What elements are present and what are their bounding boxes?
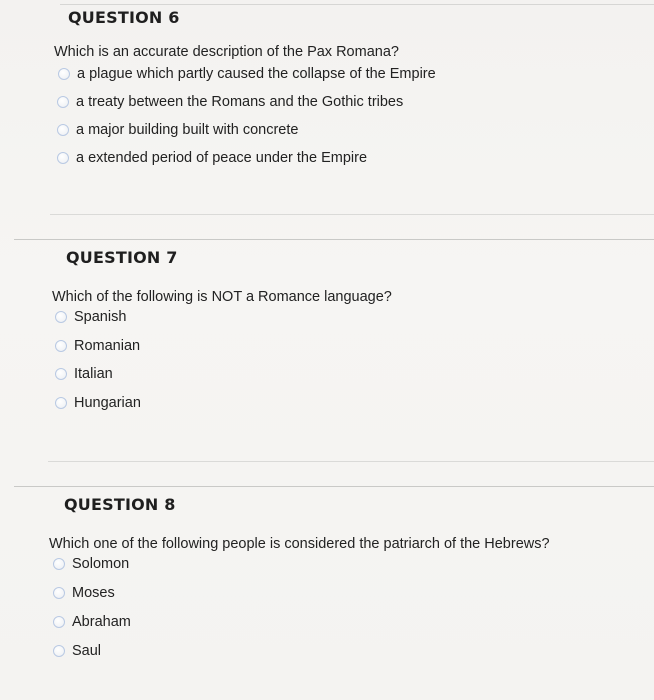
radio-button[interactable] <box>55 340 67 352</box>
question-title: QUESTION 8 <box>64 495 176 514</box>
option-label: Abraham <box>72 614 131 630</box>
option-label: Hungarian <box>74 395 141 411</box>
answer-option[interactable] <box>57 147 367 169</box>
radio-button[interactable] <box>57 124 69 136</box>
radio-button[interactable] <box>55 311 67 323</box>
question-title: QUESTION 7 <box>66 248 178 267</box>
option-label: Spanish <box>74 309 127 325</box>
radio-button[interactable] <box>58 68 70 80</box>
option-label: Romanian <box>74 338 141 354</box>
answer-option[interactable] <box>55 335 140 357</box>
answer-option[interactable] <box>53 640 101 662</box>
option-label: a plague which partly caused the collapse of the Empire <box>77 66 436 82</box>
answer-option[interactable] <box>55 392 141 414</box>
question-text: Which one of the following people is considered the patriarch of the Hebrews? <box>49 536 550 552</box>
divider <box>48 461 654 462</box>
answer-option[interactable] <box>58 63 436 85</box>
question-text: Which of the following is NOT a Romance language? <box>52 289 392 305</box>
answer-option[interactable] <box>53 582 115 604</box>
answer-option[interactable] <box>53 553 129 575</box>
answer-option[interactable] <box>55 306 126 328</box>
option-label: a treaty between the Romans and the Gothic tribes <box>76 94 404 110</box>
option-label: Saul <box>72 643 102 659</box>
divider <box>14 486 654 487</box>
top-divider <box>60 4 654 5</box>
radio-button[interactable] <box>53 558 65 570</box>
radio-button[interactable] <box>53 616 65 628</box>
answer-option[interactable] <box>55 363 113 385</box>
answer-option[interactable] <box>57 119 298 141</box>
radio-button[interactable] <box>53 645 65 657</box>
option-label: Solomon <box>72 556 130 572</box>
radio-button[interactable] <box>53 587 65 599</box>
answer-option[interactable] <box>57 91 403 113</box>
option-label: a extended period of peace under the Empire <box>76 150 368 166</box>
option-label: Moses <box>72 585 115 601</box>
radio-button[interactable] <box>57 96 69 108</box>
radio-button[interactable] <box>55 368 67 380</box>
radio-button[interactable] <box>57 152 69 164</box>
radio-button[interactable] <box>55 397 67 409</box>
answer-option[interactable] <box>53 611 131 633</box>
option-label: a major building built with concrete <box>76 122 299 138</box>
question-text: Which is an accurate description of the Pax Romana? <box>54 44 399 60</box>
option-label: Italian <box>74 366 113 382</box>
question-title: QUESTION 6 <box>68 8 180 27</box>
divider <box>14 239 654 240</box>
divider <box>50 214 654 215</box>
